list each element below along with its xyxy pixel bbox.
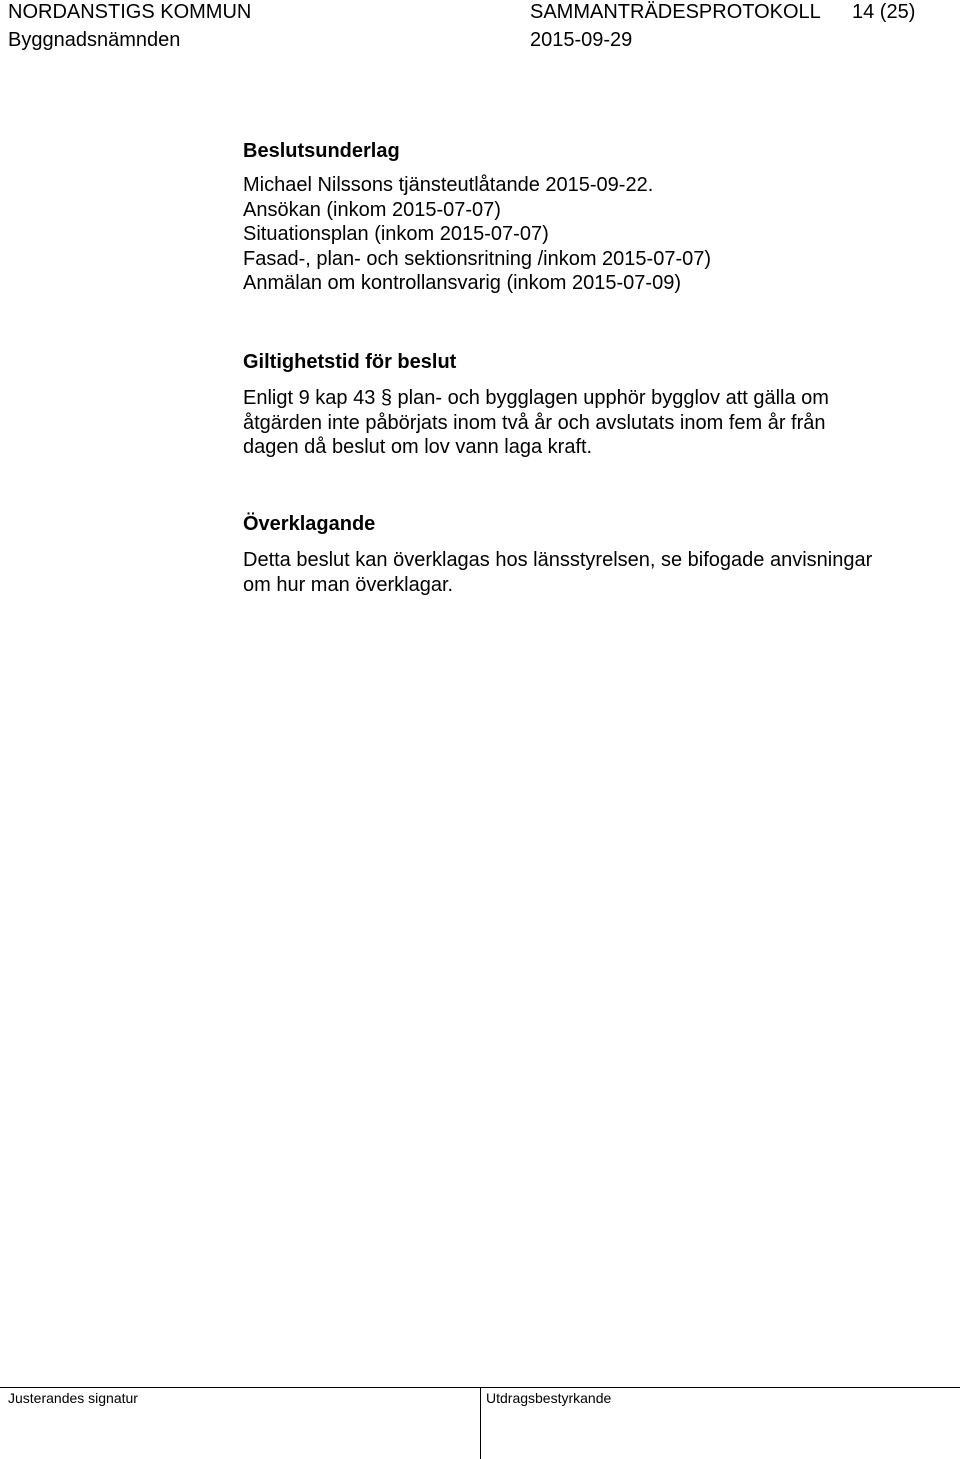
document-list-item: Fasad-, plan- och sektionsritning /inkom 2015-07-07) bbox=[243, 247, 712, 270]
footer-column-divider bbox=[480, 1387, 481, 1459]
document-type: SAMMANTRÄDESPROTOKOLL bbox=[530, 1, 821, 23]
certification-label: Utdragsbestyrkande bbox=[486, 1390, 612, 1406]
paragraph-line: Enligt 9 kap 43 § plan- och bygglagen upphör bygglov att gälla om bbox=[243, 387, 829, 409]
section-heading: Giltighetstid för beslut bbox=[243, 351, 457, 373]
meeting-date: 2015-09-29 bbox=[530, 29, 633, 51]
page-number: 14 (25) bbox=[852, 1, 916, 23]
section-heading: Överklagande bbox=[243, 513, 376, 535]
organization-name: NORDANSTIGS KOMMUN bbox=[8, 1, 252, 23]
signature-label: Justerandes signatur bbox=[8, 1390, 138, 1406]
document-list-item: Situationsplan (inkom 2015-07-07) bbox=[243, 223, 549, 245]
board-name: Byggnadsnämnden bbox=[8, 29, 181, 51]
document-list-item: Ansökan (inkom 2015-07-07) bbox=[243, 198, 501, 221]
paragraph-line: åtgärden inte påbörjats inom två år och avslutats inom fem år från bbox=[243, 411, 826, 434]
section-overklagande bbox=[243, 512, 948, 597]
section-giltighetstid bbox=[243, 350, 948, 460]
section-beslutsunderlag bbox=[243, 139, 948, 296]
paragraph-line: Detta beslut kan överklagas hos länsstyrelsen, se bifogade anvisningar bbox=[243, 549, 873, 571]
paragraph-line: om hur man överklagar. bbox=[243, 573, 454, 596]
paragraph-line: dagen då beslut om lov vann laga kraft. bbox=[243, 436, 593, 458]
section-heading: Beslutsunderlag bbox=[243, 140, 400, 162]
document-list-item: Anmälan om kontrollansvarig (inkom 2015-07-09) bbox=[243, 272, 681, 294]
document-list-item: Michael Nilssons tjänsteutlåtande 2015-09-22. bbox=[243, 174, 654, 196]
